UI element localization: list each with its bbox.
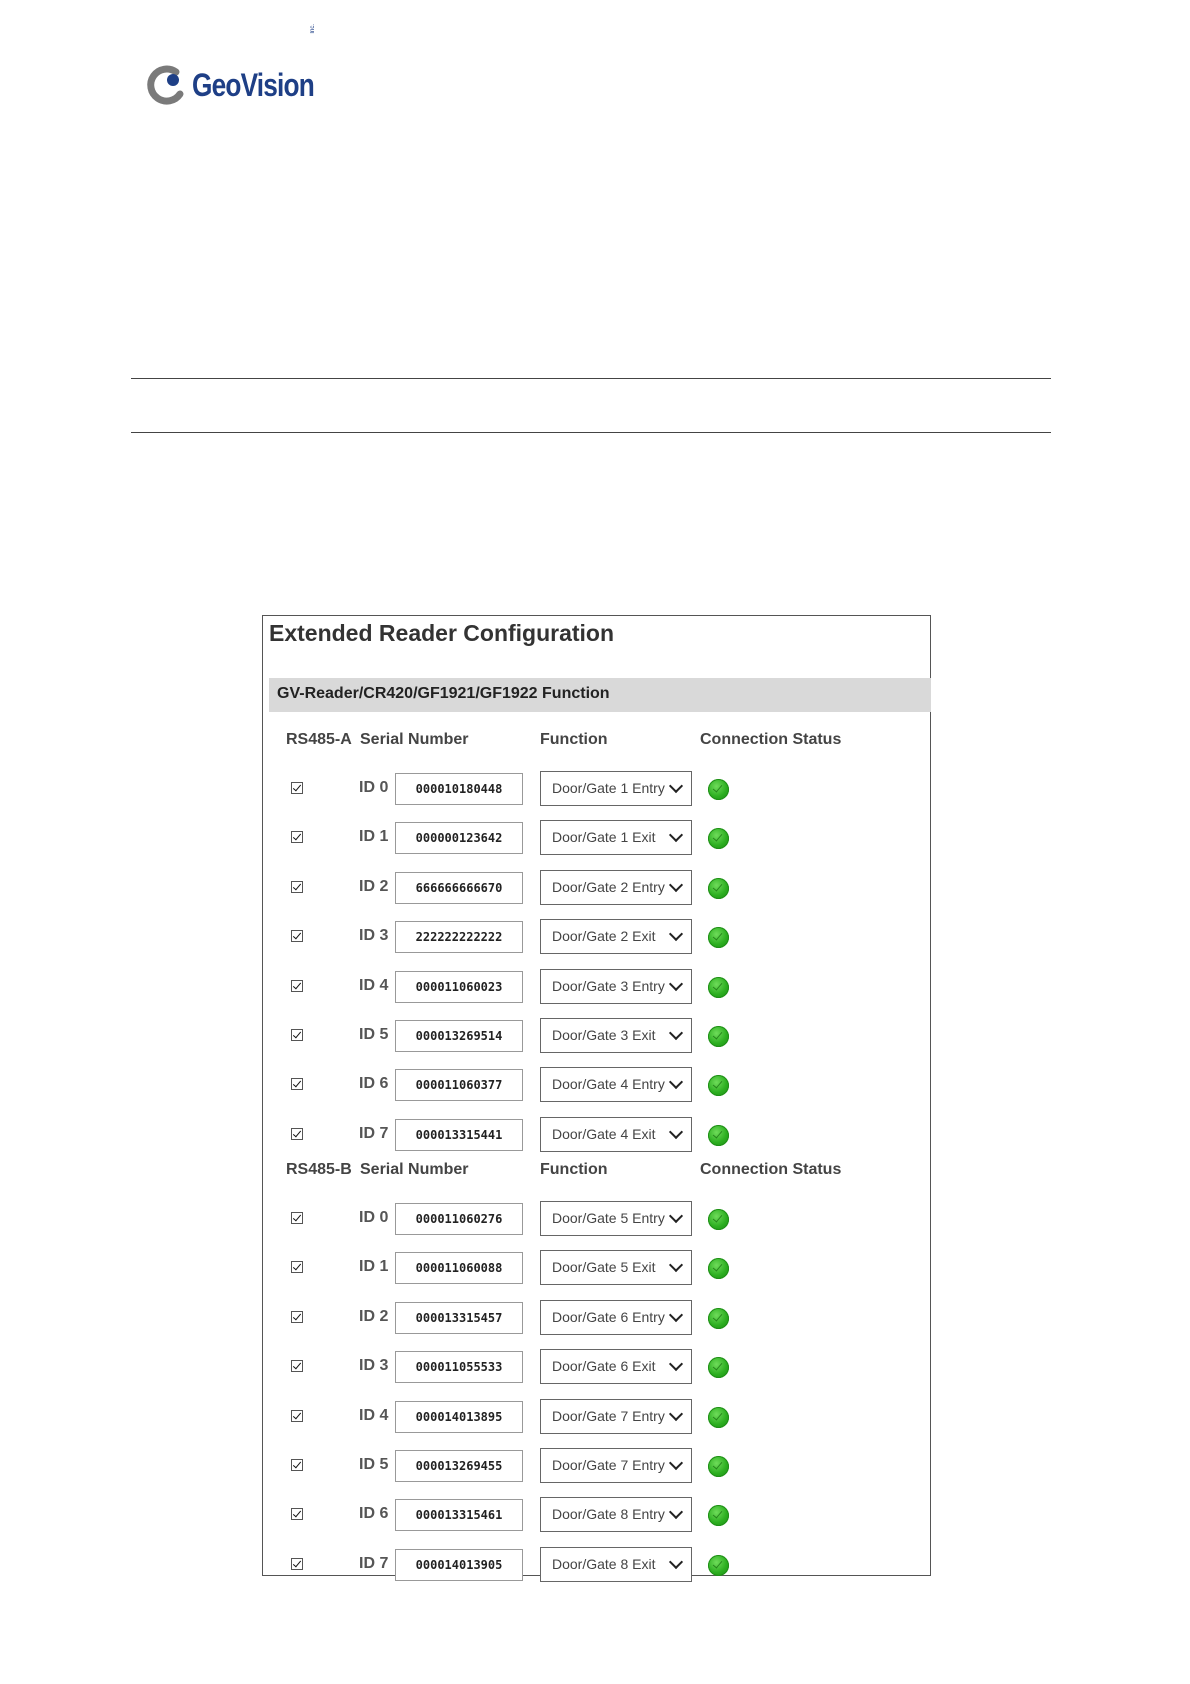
function-select[interactable] [540, 1448, 692, 1483]
enable-checkbox[interactable] [291, 782, 303, 794]
serial-number-input[interactable]: 000014013905 [395, 1549, 523, 1581]
serial-number-input[interactable]: 222222222222 [395, 921, 523, 953]
reader-row [263, 1348, 932, 1388]
enable-checkbox[interactable] [291, 1261, 303, 1273]
reader-row [263, 819, 932, 859]
connection-status-icon [708, 1407, 729, 1428]
connection-status-icon [708, 1357, 729, 1378]
reader-id-label: ID 6 [359, 1505, 389, 1522]
enable-checkbox[interactable] [291, 1128, 303, 1140]
serial-number-input[interactable]: 000011060377 [395, 1069, 523, 1101]
serial-number-header: Serial Number [360, 1161, 469, 1178]
reader-row [263, 1200, 932, 1240]
header-rule-top [131, 378, 1051, 379]
serial-number-input[interactable]: 000013315441 [395, 1119, 523, 1151]
function-select[interactable] [540, 1547, 692, 1582]
function-select-value: Door/Gate 1 Entry [552, 780, 665, 796]
chevron-down-icon [669, 828, 683, 842]
section-title: GV-Reader/CR420/GF1921/GF1922 Function [277, 685, 610, 702]
geovision-logo [146, 62, 341, 108]
reader-row [263, 770, 932, 810]
serial-number-header: Serial Number [360, 731, 469, 748]
chevron-down-icon [669, 779, 683, 793]
reader-id-label: ID 0 [359, 779, 389, 796]
reader-id-label: ID 7 [359, 1125, 389, 1142]
reader-id-label: ID 7 [359, 1555, 389, 1572]
connection-status-icon [708, 1075, 729, 1096]
serial-number-input[interactable]: 666666666670 [395, 872, 523, 904]
function-select-value: Door/Gate 4 Exit [552, 1126, 656, 1142]
connection-status-icon [708, 779, 729, 800]
function-select-value: Door/Gate 5 Entry [552, 1210, 665, 1226]
function-select-value: Door/Gate 6 Exit [552, 1358, 656, 1374]
section-bar [269, 678, 931, 712]
chevron-down-icon [669, 1075, 683, 1089]
reader-id-label: ID 3 [359, 927, 389, 944]
reader-row [263, 1398, 932, 1438]
function-select[interactable] [540, 1349, 692, 1384]
function-header: Function [540, 731, 608, 748]
function-select-value: Door/Gate 7 Entry [552, 1408, 665, 1424]
enable-checkbox[interactable] [291, 881, 303, 893]
reader-row [263, 1496, 932, 1536]
function-select-value: Door/Gate 8 Entry [552, 1506, 665, 1522]
connection-status-icon [708, 1209, 729, 1230]
function-select-value: Door/Gate 2 Exit [552, 928, 656, 944]
chevron-down-icon [669, 1555, 683, 1569]
chevron-down-icon [669, 1308, 683, 1322]
port-header: RS485-B [286, 1161, 352, 1178]
function-select[interactable] [540, 1250, 692, 1285]
function-select-value: Door/Gate 4 Entry [552, 1076, 665, 1092]
chevron-down-icon [669, 1125, 683, 1139]
enable-checkbox[interactable] [291, 1311, 303, 1323]
function-select[interactable] [540, 820, 692, 855]
function-select-value: Door/Gate 3 Exit [552, 1027, 656, 1043]
enable-checkbox[interactable] [291, 1360, 303, 1372]
function-select-value: Door/Gate 8 Exit [552, 1556, 656, 1572]
enable-checkbox[interactable] [291, 1459, 303, 1471]
function-select[interactable] [540, 1201, 692, 1236]
function-select[interactable] [540, 1117, 692, 1152]
connection-status-icon [708, 927, 729, 948]
chevron-down-icon [669, 1357, 683, 1371]
reader-row [263, 1116, 932, 1156]
serial-number-input[interactable]: 000013315457 [395, 1302, 523, 1334]
function-select[interactable] [540, 919, 692, 954]
function-select[interactable] [540, 1399, 692, 1434]
serial-number-input[interactable]: 000011060023 [395, 971, 523, 1003]
reader-id-label: ID 5 [359, 1456, 389, 1473]
reader-id-label: ID 2 [359, 878, 389, 895]
connection-status-header: Connection Status [700, 731, 842, 748]
serial-number-input[interactable]: 000000123642 [395, 822, 523, 854]
connection-status-header: Connection Status [700, 1161, 842, 1178]
reader-id-label: ID 0 [359, 1209, 389, 1226]
serial-number-input[interactable]: 000013269455 [395, 1450, 523, 1482]
function-select[interactable] [540, 1300, 692, 1335]
enable-checkbox[interactable] [291, 831, 303, 843]
chevron-down-icon [669, 1026, 683, 1040]
port-header: RS485-A [286, 731, 352, 748]
connection-status-icon [708, 878, 729, 899]
function-select-value: Door/Gate 2 Entry [552, 879, 665, 895]
function-header: Function [540, 1161, 608, 1178]
enable-checkbox[interactable] [291, 1029, 303, 1041]
connection-status-icon [708, 1555, 729, 1576]
function-select-value: Door/Gate 1 Exit [552, 829, 656, 845]
function-select[interactable] [540, 969, 692, 1004]
reader-row [263, 869, 932, 909]
chevron-down-icon [669, 1456, 683, 1470]
geovision-logo-icon [146, 64, 188, 106]
serial-number-input[interactable]: 000013315461 [395, 1499, 523, 1531]
chevron-down-icon [669, 927, 683, 941]
connection-status-icon [708, 1308, 729, 1329]
reader-id-label: ID 5 [359, 1026, 389, 1043]
reader-row [263, 1017, 932, 1057]
reader-row [263, 968, 932, 1008]
serial-number-input[interactable]: 000011060276 [395, 1203, 523, 1235]
reader-row [263, 1249, 932, 1289]
function-select[interactable] [540, 1018, 692, 1053]
chevron-down-icon [669, 977, 683, 991]
serial-number-input[interactable]: 000010180448 [395, 773, 523, 805]
reader-row [263, 1447, 932, 1487]
enable-checkbox[interactable] [291, 1508, 303, 1520]
function-select[interactable] [540, 1067, 692, 1102]
connection-status-icon [708, 977, 729, 998]
reader-id-label: ID 4 [359, 977, 389, 994]
function-select[interactable] [540, 1497, 692, 1532]
chevron-down-icon [669, 1209, 683, 1223]
enable-checkbox[interactable] [291, 1558, 303, 1570]
extended-reader-config-panel [262, 615, 931, 1576]
reader-row [263, 1546, 932, 1586]
chevron-down-icon [669, 1258, 683, 1272]
reader-row [263, 1066, 932, 1106]
enable-checkbox[interactable] [291, 980, 303, 992]
connection-status-icon [708, 1026, 729, 1047]
header-rule-bottom [131, 432, 1051, 433]
function-select-value: Door/Gate 3 Entry [552, 978, 665, 994]
logo-inc: Inc. [310, 24, 316, 34]
serial-number-input[interactable]: 000011055533 [395, 1351, 523, 1383]
chevron-down-icon [669, 1505, 683, 1519]
function-select-value: Door/Gate 6 Entry [552, 1309, 665, 1325]
serial-number-input[interactable]: 000014013895 [395, 1401, 523, 1433]
connection-status-icon [708, 828, 729, 849]
function-select[interactable] [540, 771, 692, 806]
chevron-down-icon [669, 1407, 683, 1421]
enable-checkbox[interactable] [291, 1410, 303, 1422]
function-select-value: Door/Gate 5 Exit [552, 1259, 656, 1275]
enable-checkbox[interactable] [291, 1212, 303, 1224]
enable-checkbox[interactable] [291, 930, 303, 942]
function-select-value: Door/Gate 7 Entry [552, 1457, 665, 1473]
reader-id-label: ID 2 [359, 1308, 389, 1325]
reader-id-label: ID 6 [359, 1075, 389, 1092]
connection-status-icon [708, 1456, 729, 1477]
connection-status-icon [708, 1125, 729, 1146]
logo-wordmark: GeoVision [192, 66, 314, 103]
serial-number-input[interactable]: 000013269514 [395, 1020, 523, 1052]
reader-id-label: ID 4 [359, 1407, 389, 1424]
serial-number-input[interactable]: 000011060088 [395, 1252, 523, 1284]
reader-row [263, 1299, 932, 1339]
chevron-down-icon [669, 878, 683, 892]
function-select[interactable] [540, 870, 692, 905]
reader-row [263, 918, 932, 958]
reader-id-label: ID 3 [359, 1357, 389, 1374]
connection-status-icon [708, 1505, 729, 1526]
reader-id-label: ID 1 [359, 828, 389, 845]
reader-id-label: ID 1 [359, 1258, 389, 1275]
panel-title: Extended Reader Configuration [269, 620, 615, 646]
enable-checkbox[interactable] [291, 1078, 303, 1090]
connection-status-icon [708, 1258, 729, 1279]
